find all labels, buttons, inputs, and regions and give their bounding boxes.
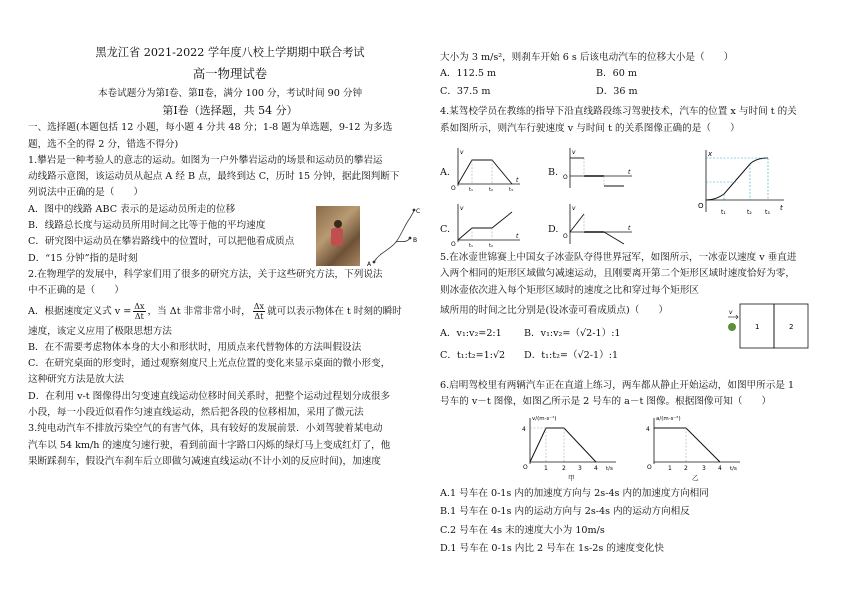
svg-text:v/(m·s⁻¹): v/(m·s⁻¹) <box>532 416 557 422</box>
q4-graph-b <box>562 146 634 192</box>
q5-option-d: D．t₁:t₂=（√2-1）:1 <box>524 350 619 362</box>
q1-option-d: D．“15 分钟”指的是时刻 <box>28 252 138 264</box>
delta-fraction-2: $\frac{\Delta x}{\Delta t}$ <box>253 301 265 321</box>
q2-stem-1: 2.在物理学的发展中，科学家们用了很多的研究方法，关于这些研究方法，下列说法 <box>28 268 383 280</box>
q6-stem-2: 号车的 v－t 图像，如图乙所示是 2 号车的 a－t 图像。根据图像可知（ ） <box>440 396 772 408</box>
q4-graph-d <box>562 202 634 248</box>
svg-text:O: O <box>563 174 568 181</box>
q5-stem-2: 入两个相同的矩形区域做匀减速运动，且刚要离开第二个矩形区域时速度恰好为零， <box>440 268 795 280</box>
q1-stem-1: 1.攀岩是一种考验人的意志的运动。如图为一户外攀岩运动的场景和运动员的攀岩运 <box>28 154 383 166</box>
zone-1-label: 1 <box>755 323 760 331</box>
right-column <box>440 50 844 137</box>
q2-option-a-cont: 速度，该定义应用了极限思想方法 <box>28 325 172 337</box>
q5-option-b: B．v₁:v₂=（√2-1）:1 <box>524 328 621 340</box>
q6-option-b: B.1 号车在 0-1s 内的运动方向与 2s-4s 内的运动方向相反 <box>440 506 690 518</box>
svg-text:v: v <box>572 205 576 212</box>
svg-text:t₂: t₂ <box>489 187 493 192</box>
delta-fraction: $\frac{\Delta x}{\Delta t}$ <box>134 301 145 321</box>
q1-option-a: A．图中的线路 ABC 表示的是运动员所走的位移 <box>28 203 236 215</box>
q1-option-c: C．研究图中运动员在攀岩路线中的位置时，可以把他看成质点 <box>28 236 295 248</box>
point-c-label: C <box>416 208 421 215</box>
q3-stem-3: 果断踩刹车，假设汽车刹车后立即做匀减速直线运动(不计小刘的反应时间)，加速度 <box>28 455 381 467</box>
svg-text:3: 3 <box>578 465 582 472</box>
svg-text:v: v <box>460 149 464 156</box>
q5-option-c: C．t₁:t₂=1:√2 <box>440 350 506 362</box>
svg-text:t: t <box>780 204 783 212</box>
q3-option-a: A．112.5 m <box>440 68 497 80</box>
climbing-route-diagram <box>366 204 422 268</box>
svg-text:t: t <box>516 177 519 184</box>
q2-option-d-2: 小段，每一小段近似看作匀速直线运动，然后把各段的位移相加，采用了微元法 <box>28 407 364 419</box>
q1-stem-3: 列说法中正确的是（ ） <box>28 187 144 199</box>
zone-2-label: 2 <box>789 323 794 331</box>
point-a-label: A <box>367 261 372 268</box>
q3-options-ab <box>440 66 844 84</box>
svg-text:甲: 甲 <box>568 474 575 482</box>
q2-stem-2: 中不正确的是（ ） <box>28 285 124 297</box>
q3-options-cd <box>440 84 844 102</box>
svg-text:t/s: t/s <box>730 466 737 472</box>
svg-text:4: 4 <box>522 426 526 433</box>
q6-option-d: D.1 号车在 0-1s 内比 2 号车在 1s-2s 的速度变化快 <box>440 542 664 554</box>
svg-text:x: x <box>708 150 713 158</box>
q2-option-c-1: C．在研究桌面的形变时，通过观察刻度尺上光点位置的变化来显示桌面的微小形变， <box>28 358 391 370</box>
q3-stem-2: 汽车以 54 km/h 的速度匀速行驶，看到前面十字路口闪烁的绿灯马上变成红灯了，他 <box>28 439 391 451</box>
q4-stem-2: 系如图所示，则汽车行驶速度 v 与时间 t 的关系图像正确的是（ ） <box>440 122 740 134</box>
q3-stem-1: 3.纯电动汽车不排放污染空气的有害气体，具有较好的发展前景．小刘驾驶着某电动 <box>28 423 383 435</box>
question-3 <box>28 421 432 470</box>
svg-text:4: 4 <box>718 465 722 472</box>
q5-stem-4: 域所用的时间之比分别是(设冰壶可看成质点)（ ） <box>440 304 669 316</box>
question-6 <box>440 378 844 411</box>
q2-option-a: A．根据速度定义式 v = $\frac{\Delta x}{\Delta t}$ ，当 Δt 非常非常小时， $\frac{\Delta x}{\Delta t}$ 就可以表示物体在 t 时刻的瞬时 <box>28 301 402 321</box>
q5-stem-3: 则冰壶依次进入每个矩形区域时的速度之比和穿过每个矩形区 <box>440 284 700 296</box>
svg-text:O: O <box>451 241 456 248</box>
svg-text:t₂: t₂ <box>747 209 752 216</box>
svg-text:1: 1 <box>544 465 548 472</box>
svg-text:1: 1 <box>668 465 672 472</box>
q4-graph-c <box>450 202 522 248</box>
q4-stem-1: 4.某驾校学员在教练的指导下沿直线路段练习驾驶技术，汽车的位置 x 与时间 t 的关 <box>440 106 797 118</box>
svg-text:t: t <box>628 169 631 176</box>
svg-text:t: t <box>516 233 519 240</box>
q4-graph-a <box>450 146 522 192</box>
question-2 <box>28 267 432 421</box>
svg-text:t₁: t₁ <box>469 187 473 192</box>
point-b-label: B <box>413 237 418 244</box>
svg-text:t₃: t₃ <box>509 187 513 192</box>
q6-option-c: C.2 号车在 4s 末的速度大小为 10m/s <box>440 524 605 536</box>
svg-text:4: 4 <box>594 465 598 472</box>
section1-line1: 一、选择题(本题包括 12 小题，每小题 4 分共 48 分；1-8 题为单选题，9-12 为多选 <box>28 122 393 134</box>
q3-option-c: C．37.5 m <box>440 86 491 98</box>
curling-zones-diagram <box>720 302 812 352</box>
svg-text:O: O <box>523 464 528 471</box>
svg-text:2: 2 <box>684 465 688 472</box>
q1-stem-2: 动线路示意图，该运动员从起点 A 经 B 点，最终到达 C，历时 15 分钟，据此图判断下 <box>28 171 400 183</box>
q6-graph-jia <box>516 412 620 482</box>
exam-title: 黑龙江省 2021-2022 学年度八校上学期期中联合考试 <box>95 46 365 59</box>
q2-option-c-2: 这种研究方法是放大法 <box>28 374 124 386</box>
svg-text:v: v <box>729 309 733 316</box>
q3-option-d: D．36 m <box>596 86 638 98</box>
svg-text:t₂: t₂ <box>489 243 493 248</box>
svg-text:乙: 乙 <box>692 474 699 482</box>
q2-option-b: B．在不需要考虑物体本身的大小和形状时，用质点来代替物体的方法叫假设法 <box>28 341 362 353</box>
svg-text:O: O <box>698 202 704 210</box>
svg-text:t₁: t₁ <box>721 209 726 216</box>
climber-photo <box>316 206 360 266</box>
q5-stem-1: 5.在冰壶世锦赛上中国女子冰壶队夺得世界冠军，如图所示，一冰壶以速度 v 垂直进 <box>440 252 797 263</box>
svg-text:t₃: t₃ <box>765 209 770 216</box>
q4-position-time-graph <box>692 146 788 218</box>
q5-option-a: A．v₁:v₂=2:1 <box>440 328 502 340</box>
q4-option-d-label: D. <box>548 224 559 235</box>
q6-option-a: A.1 号车在 0-1s 内的加速度方向与 2s-4s 内的加速度方向相同 <box>440 488 709 499</box>
svg-text:t: t <box>628 225 631 232</box>
q6-stem-1: 6.启明驾校里有两辆汽车正在直道上练习，两车都从静止开始运动，如图甲所示是 1 <box>440 380 795 391</box>
svg-text:O: O <box>563 233 568 240</box>
q3-stem-4: 大小为 3 m/s²，则刹车开始 6 s 后该电动汽车的位移大小是（ ） <box>440 52 734 63</box>
q3-option-b: B．60 m <box>596 68 637 80</box>
svg-text:4: 4 <box>646 426 650 433</box>
q1-option-b: B．线路总长度与运动员所用时间之比等于他的平均速度 <box>28 220 266 232</box>
svg-text:2: 2 <box>562 465 566 472</box>
exam-info: 本卷试题分为第Ⅰ卷、第Ⅱ卷，满分 100 分，考试时间 90 分钟 <box>97 88 363 99</box>
svg-text:t₁: t₁ <box>469 243 473 248</box>
section1-line2: 题，选不全的得 2 分，错选不得分) <box>28 138 179 150</box>
svg-text:v: v <box>572 149 576 156</box>
svg-text:3: 3 <box>702 465 706 472</box>
q4-option-a-label: A. <box>440 167 450 178</box>
q4-option-b-label: B. <box>548 167 559 178</box>
exam-subtitle: 高一物理试卷 <box>192 66 268 81</box>
svg-text:O: O <box>451 185 456 192</box>
q2-option-d-1: D．在利用 v-t 图像得出匀变速直线运动位移时间关系时，把整个运动过程划分成很多 <box>28 390 391 402</box>
svg-text:t/s: t/s <box>606 466 613 472</box>
q6-graph-yi <box>640 412 744 482</box>
svg-text:v: v <box>460 205 464 212</box>
q4-option-c-label: C. <box>440 224 451 235</box>
svg-text:O: O <box>647 464 652 471</box>
svg-text:a/(m·s⁻²): a/(m·s⁻²) <box>656 416 681 422</box>
q6-options <box>440 486 844 557</box>
part1-heading: 第Ⅰ卷（选择题，共 54 分） <box>162 104 298 118</box>
